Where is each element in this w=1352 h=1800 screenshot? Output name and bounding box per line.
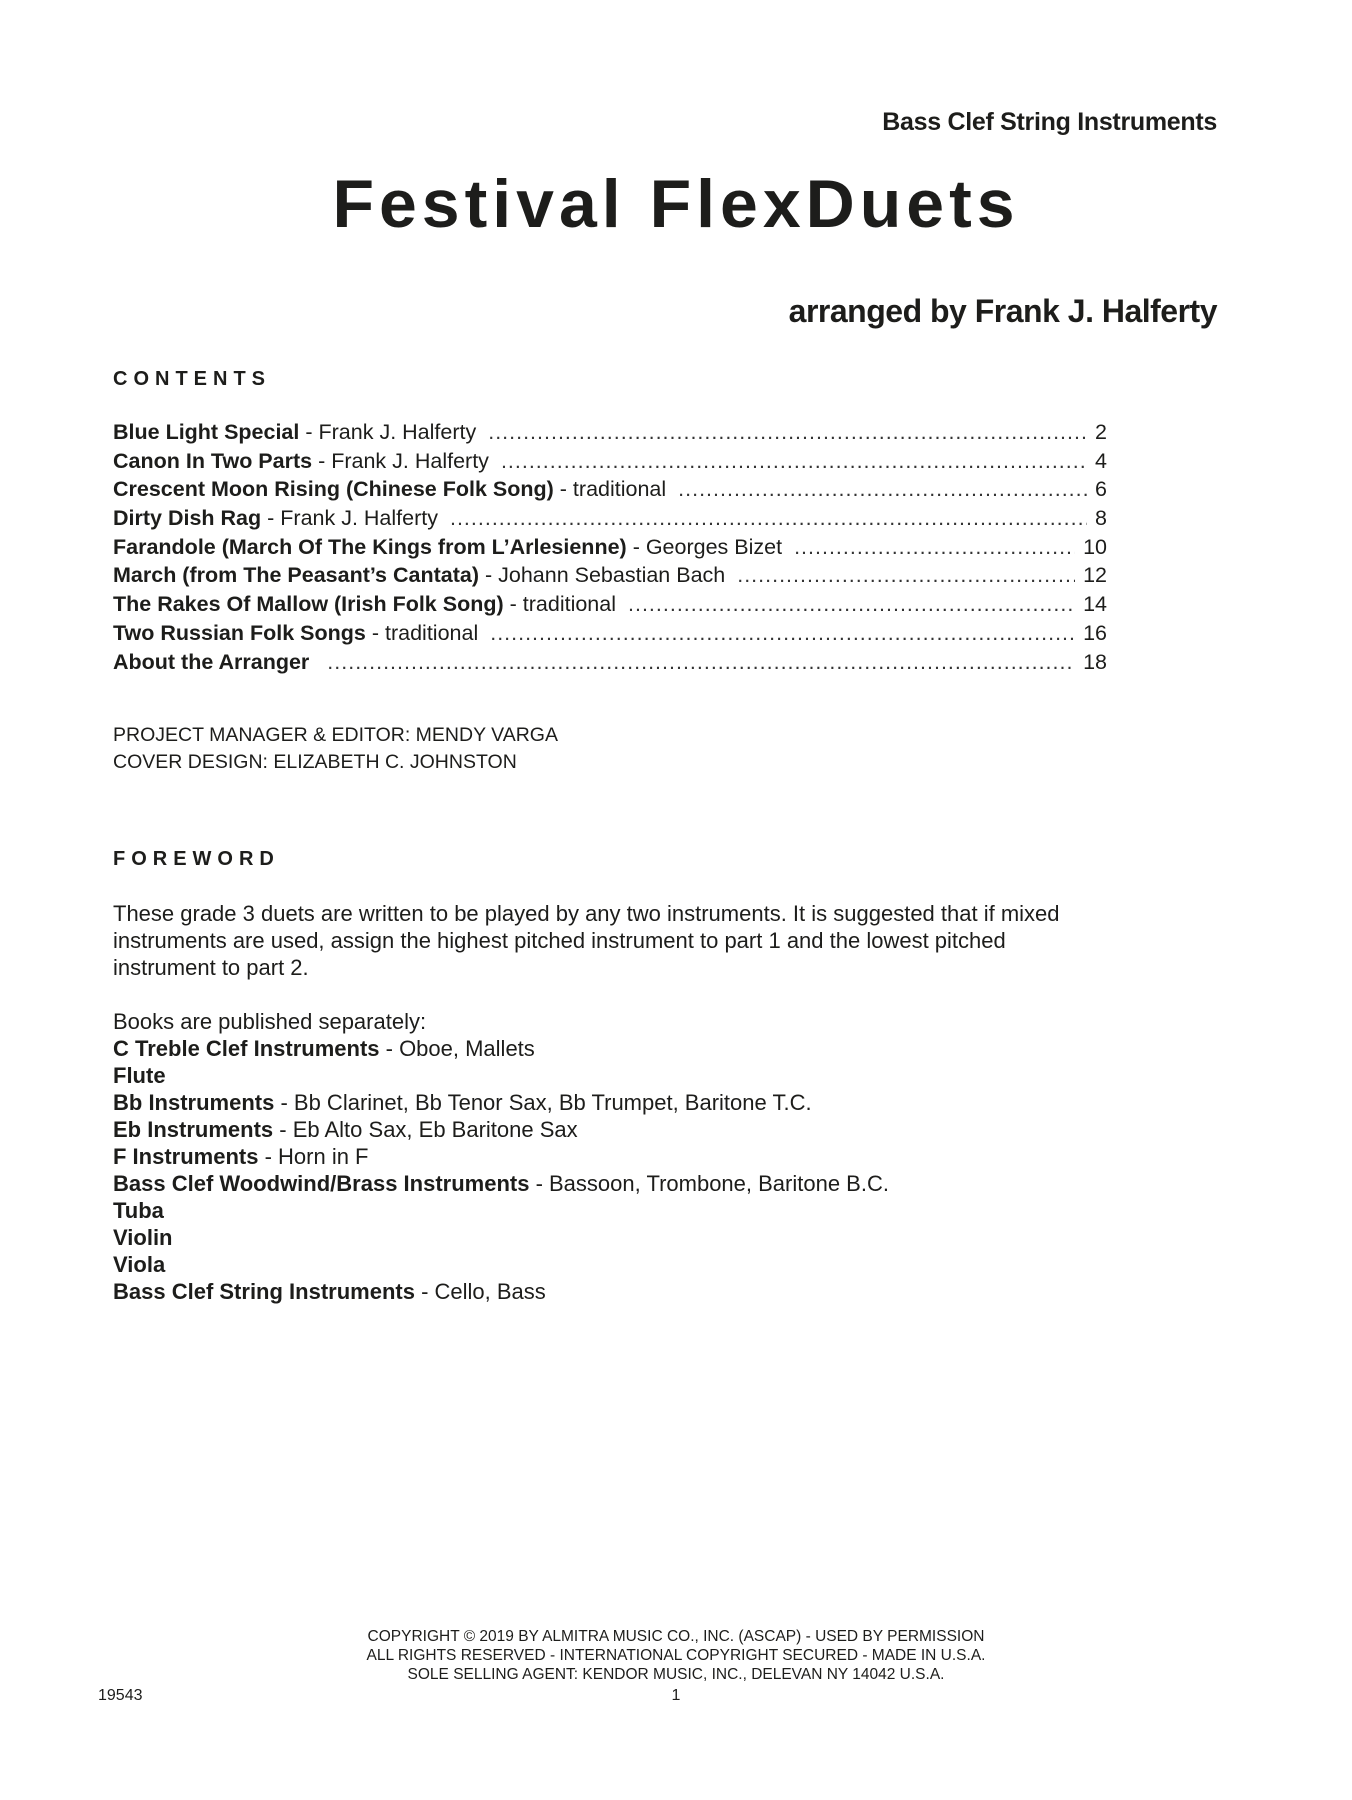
- book-name: Eb Instruments: [113, 1117, 274, 1142]
- book-name: Bb Instruments: [113, 1090, 275, 1115]
- books-item: [113, 1089, 889, 1116]
- toc-page: 16: [1083, 620, 1107, 645]
- toc-credit: - traditional: [559, 477, 667, 502]
- copyright-line: SOLE SELLING AGENT: KENDOR MUSIC, INC., DELEVAN NY 14042 U.S.A.: [407, 1666, 945, 1683]
- toc-row[interactable]: [113, 650, 1107, 679]
- table-of-contents: [113, 420, 1107, 678]
- toc-row[interactable]: [113, 535, 1107, 564]
- toc-credit: - Johann Sebastian Bach: [484, 563, 726, 588]
- toc-credit: - Frank J. Halferty: [267, 506, 438, 531]
- toc-leader: [737, 563, 1075, 588]
- book-detail: - Oboe, Mallets: [379, 1036, 535, 1061]
- toc-title: Two Russian Folk Songs: [113, 620, 366, 645]
- foreword-text: These grade 3 duets are written to be played by any two instruments. It is suggested that if mixed instruments are used, assign the highest pitched instrument to part 1 and the lowest pitched instrument to part 2.: [113, 901, 1060, 980]
- copyright-line: ALL RIGHTS RESERVED - INTERNATIONAL COPYRIGHT SECURED - MADE IN U.S.A.: [366, 1647, 986, 1664]
- edition-label: Bass Clef String Instruments: [882, 108, 1217, 136]
- book-detail: - Eb Alto Sax, Eb Baritone Sax: [273, 1117, 578, 1142]
- contents-heading: CONTENTS: [113, 368, 271, 390]
- toc-title: March (from The Peasant’s Cantata): [113, 563, 479, 588]
- toc-page: 2: [1095, 420, 1107, 444]
- toc-title: Crescent Moon Rising (Chinese Folk Song): [113, 477, 554, 502]
- toc-page: 10: [1083, 534, 1107, 559]
- toc-credit: - traditional: [371, 620, 479, 645]
- books-item: [113, 1251, 889, 1278]
- toc-title: Canon In Two Parts: [113, 448, 313, 473]
- book-name: Flute: [113, 1063, 166, 1088]
- toc-title: Dirty Dish Rag: [113, 506, 262, 531]
- book-name: Bass Clef Woodwind/Brass Instruments: [113, 1171, 530, 1196]
- arranger-credit: arranged by Frank J. Halferty: [788, 293, 1217, 329]
- toc-page: 6: [1095, 477, 1107, 502]
- books-item: [113, 1170, 889, 1197]
- toc-page: 4: [1095, 448, 1107, 473]
- toc-leader: [327, 650, 1075, 675]
- page-number: 1: [671, 1687, 681, 1704]
- book-detail: - Horn in F: [258, 1144, 369, 1169]
- toc-row[interactable]: [113, 477, 1107, 506]
- toc-row[interactable]: [113, 449, 1107, 478]
- books-item: [113, 1062, 889, 1089]
- toc-page: 8: [1095, 506, 1107, 531]
- book-name: Viola: [113, 1252, 166, 1277]
- toc-credit: - Georges Bizet: [632, 534, 783, 559]
- books-item: [113, 1197, 889, 1224]
- books-item: [113, 1278, 889, 1305]
- book-title: Festival FlexDuets: [332, 166, 1020, 242]
- toc-credit: - traditional: [509, 592, 616, 617]
- toc-title: The Rakes Of Mallow (Irish Folk Song): [113, 592, 504, 617]
- copyright-notice: [0, 1627, 1352, 1684]
- toc-page: 14: [1083, 592, 1107, 617]
- books-item: [113, 1035, 889, 1062]
- book-name: C Treble Clef Instruments: [113, 1036, 380, 1061]
- toc-leader: [794, 535, 1075, 560]
- books-list: [113, 1008, 889, 1305]
- toc-row[interactable]: [113, 592, 1107, 621]
- toc-row[interactable]: [113, 420, 1107, 449]
- books-item: [113, 1143, 889, 1170]
- toc-leader: [501, 449, 1087, 474]
- foreword-heading: FOREWORD: [113, 848, 280, 870]
- toc-row[interactable]: [113, 563, 1107, 592]
- toc-page: 12: [1083, 563, 1107, 588]
- book-detail: - Cello, Bass: [414, 1279, 546, 1304]
- books-intro: Books are published separately:: [113, 1009, 427, 1034]
- books-item: [113, 1116, 889, 1143]
- toc-row[interactable]: [113, 506, 1107, 535]
- cover-design-credit: COVER DESIGN: ELIZABETH C. JOHNSTON: [113, 751, 517, 773]
- toc-page: 18: [1083, 649, 1107, 674]
- project-manager-credit: PROJECT MANAGER & EDITOR: MENDY VARGA: [113, 724, 558, 746]
- book-name: Violin: [113, 1225, 173, 1250]
- toc-leader: [488, 420, 1087, 445]
- toc-leader: [450, 506, 1087, 531]
- copyright-line: COPYRIGHT © 2019 BY ALMITRA MUSIC CO., INC. (ASCAP) - USED BY PERMISSION: [367, 1628, 985, 1645]
- toc-credit: - Frank J. Halferty: [305, 420, 477, 444]
- book-detail: - Bb Clarinet, Bb Tenor Sax, Bb Trumpet, Baritone T.C.: [274, 1090, 812, 1115]
- catalog-number: 19543: [98, 1687, 143, 1704]
- toc-leader: [628, 592, 1075, 617]
- book-name: Bass Clef String Instruments: [113, 1279, 415, 1304]
- book-name: Tuba: [113, 1198, 164, 1223]
- toc-row[interactable]: [113, 621, 1107, 650]
- toc-title: Blue Light Special: [113, 420, 300, 444]
- toc-leader: [678, 477, 1087, 502]
- book-detail: - Bassoon, Trombone, Baritone B.C.: [529, 1171, 889, 1196]
- toc-title: Farandole (March Of The Kings from L’Arlesienne): [113, 534, 627, 559]
- books-item: [113, 1224, 889, 1251]
- production-credits: [113, 722, 558, 776]
- toc-title: About the Arranger: [113, 649, 310, 674]
- toc-leader: [490, 621, 1075, 646]
- book-name: F Instruments: [113, 1144, 259, 1169]
- toc-credit: - Frank J. Halferty: [318, 448, 489, 473]
